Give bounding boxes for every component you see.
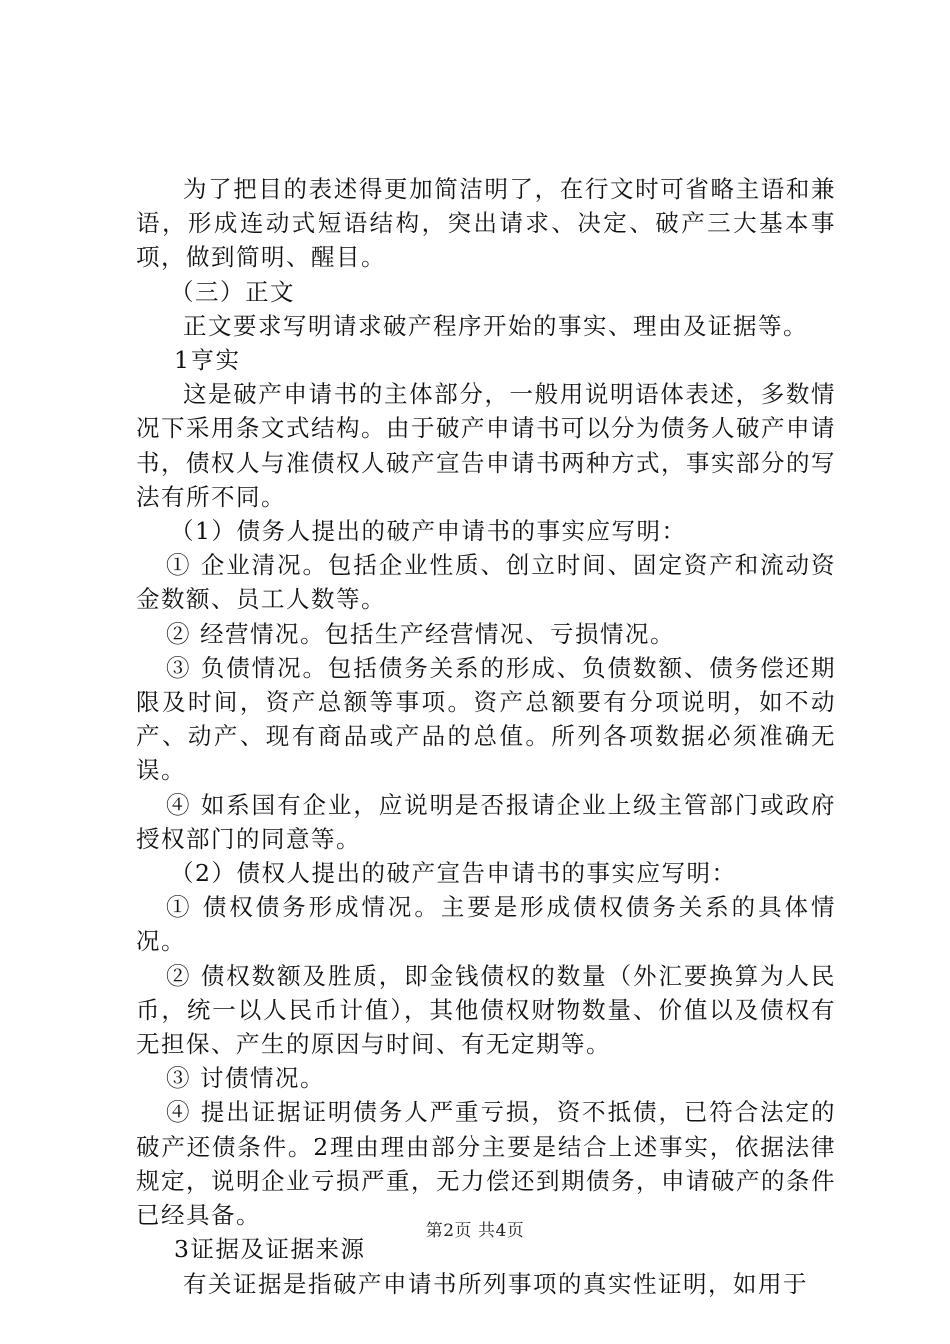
paragraph-evidence: 有关证据是指破产申请书所列事项的真实性证明，如用于 xyxy=(183,1269,808,1298)
list-item-liabilities: ③ 负债情况。包括债务关系的形成、负债数额、债务偿还期限及时间，资产总额等事项。资产总额要有分项说明，如不动产、动产、现有商品或产品的总值。所列各项数据必须准确无误。 xyxy=(136,653,836,785)
list-item-claims-formation: ① 债权债务形成情况。主要是形成债权债务关系的具体情况。 xyxy=(136,893,836,956)
list-item-operation: ② 经营情况。包括生产经营情况、亏损情况。 xyxy=(166,619,675,648)
list-item-debt-collection: ③ 讨债情况。 xyxy=(166,1064,325,1093)
document-body xyxy=(136,172,836,1301)
subheading-facts: 1亨实 xyxy=(174,346,241,375)
list-item-evidence-loss: ④ 提出证据证明债务人严重亏损，资不抵债，已符合法定的破产还债条件。2理由理由部分主要是结合上述事实，依据法律规定，说明企业亏损严重，无力偿还到期债务，申请破产的条件已经具备。 xyxy=(136,1098,836,1230)
section-heading-main-text: （三）正文 xyxy=(170,277,295,306)
list-item-state-owned: ④ 如系国有企业，应说明是否报请企业上级主管部门或政府授权部门的同意等。 xyxy=(136,790,836,853)
list-item-claims-amount: ② 债权数额及胜质，即金钱债权的数量（外汇要换算为人民币，统一以人民币计值），其他债权财物数量、价值以及债权有无担保、产生的原因与时间、有无定期等。 xyxy=(136,961,836,1059)
subheading-evidence: 3证据及证据来源 xyxy=(174,1235,366,1264)
list-item-enterprise: ① 企业清况。包括企业性质、创立时间、固定资产和流动资金数额、员工人数等。 xyxy=(136,551,836,614)
paragraph-main-text-requirement: 正文要求写明请求破产程序开始的事实、理由及证据等。 xyxy=(183,311,808,340)
paragraph-purpose: 为了把目的表述得更加简洁明了，在行文时可省略主语和兼语，形成连动式短语结构，突出请求、决定、破产三大基本事项，做到简明、醒目。 xyxy=(136,175,836,272)
paragraph-facts-intro: 这是破产申请书的主体部分，一般用说明语体表述，多数情况下采用条文式结构。由于破产申请书可以分为债务人破产申请书，债权人与准债权人破产宣告申请书两种方式，事实部分的写法有所不同。 xyxy=(136,380,836,511)
subheading-creditor-facts: （2）债权人提出的破产宣告申请书的事实应写明： xyxy=(170,859,737,888)
page-number-footer: 第2页 共4页 xyxy=(425,1221,525,1241)
subheading-debtor-facts: （1）债务人提出的破产申请书的事实应写明： xyxy=(170,517,687,546)
